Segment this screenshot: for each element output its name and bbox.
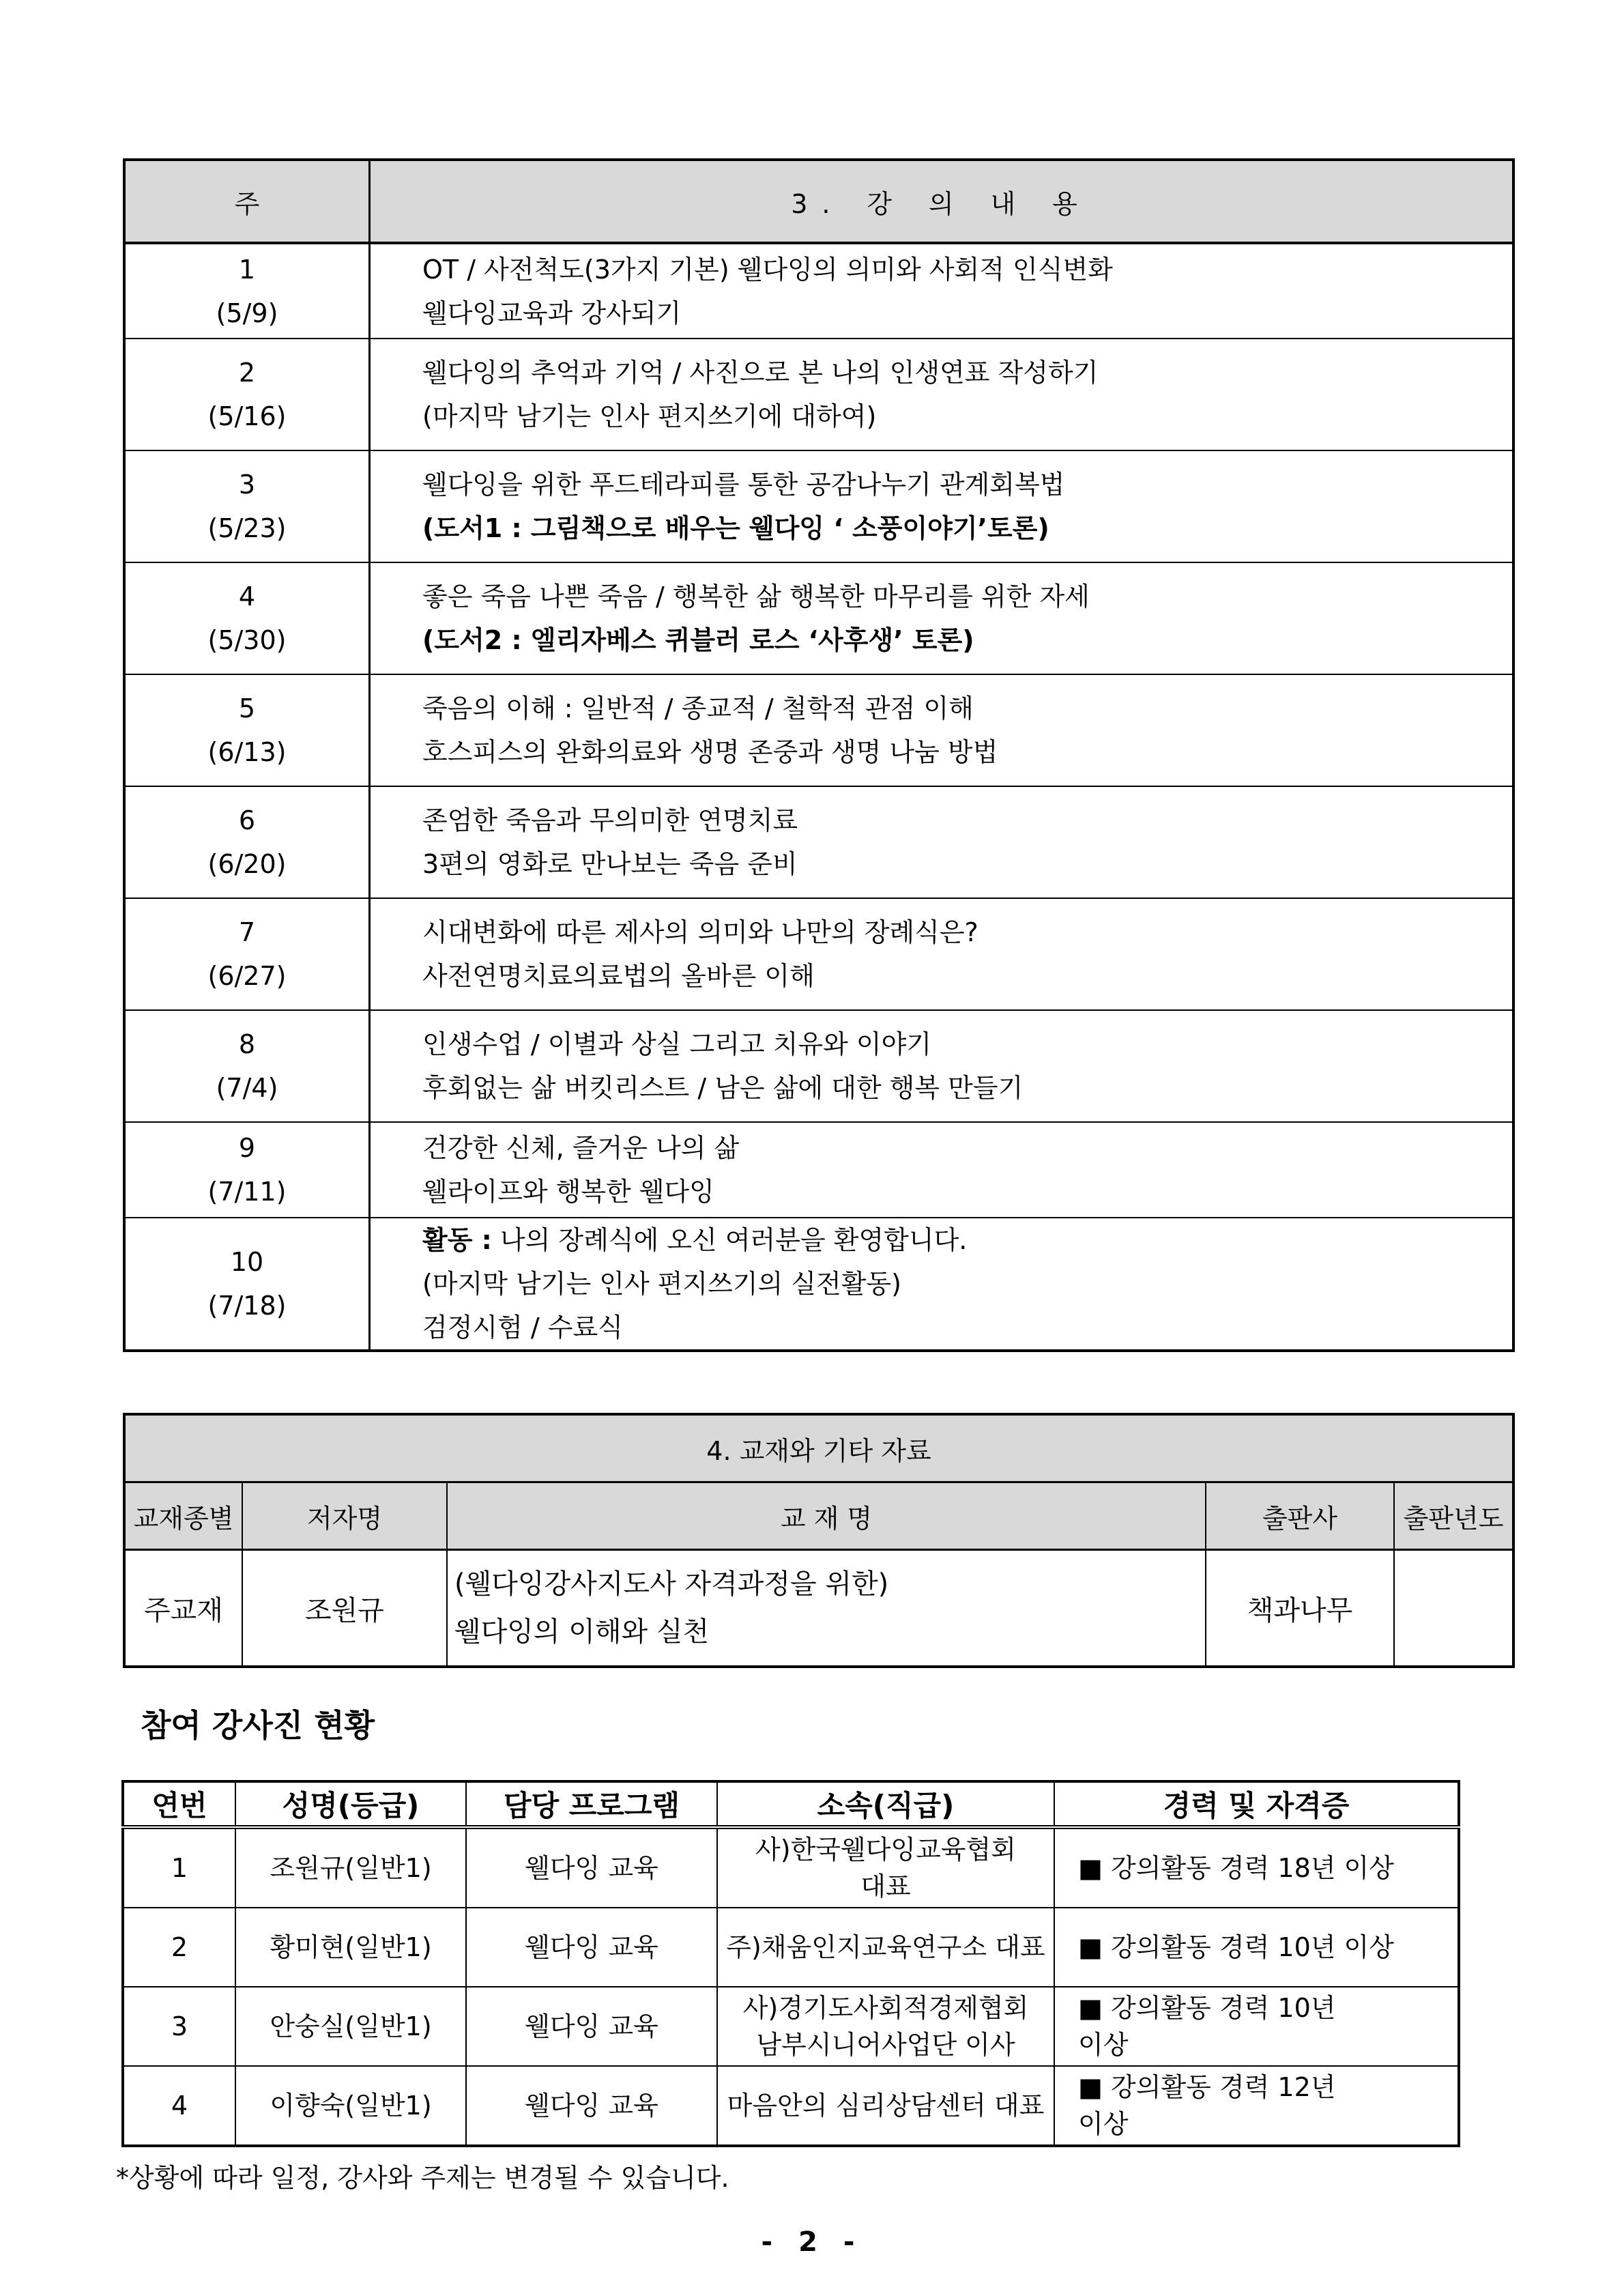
week-cell: 1 (5/9) — [124, 243, 370, 339]
activity-label: 활동 : — [422, 1225, 492, 1255]
week-cell: 3 (5/23) — [124, 450, 370, 562]
schedule-row — [124, 1122, 1513, 1218]
content-cell: 시대변화에 따른 제사의 의미와 나만의 장례식은? 사전연명치료의료법의 올바른 이해 — [370, 898, 1514, 1010]
pub-year-header: 출판년도 — [1394, 1482, 1513, 1550]
no-header: 연번 — [123, 1781, 235, 1827]
career-cell: ■ 강의활동 경력 12년 이상 — [1054, 2066, 1459, 2146]
name-cell: 안숭실(일반1) — [235, 1987, 466, 2066]
week-cell: 5 (6/13) — [124, 674, 370, 786]
instructor-row — [123, 2066, 1459, 2146]
week-header: 주 — [124, 160, 370, 243]
schedule-row — [124, 450, 1513, 562]
week-cell: 10 (7/18) — [124, 1218, 370, 1351]
instructor-row — [123, 1987, 1459, 2066]
no-cell: 2 — [123, 1908, 235, 1987]
textbook-table — [123, 1413, 1515, 1668]
author-header: 저자명 — [242, 1482, 447, 1550]
change-notice: *상황에 따라 일정, 강사와 주제는 변경될 수 있습니다. — [116, 2163, 729, 2193]
program-cell: 웰다잉 교육 — [466, 1908, 717, 1987]
week-cell: 6 (6/20) — [124, 786, 370, 898]
org-cell: 사)경기도사회적경제협회 남부시니어사업단 이사 — [717, 1987, 1054, 2066]
schedule-row — [124, 898, 1513, 1010]
no-cell: 1 — [123, 1827, 235, 1908]
book-title-header: 교 재 명 — [447, 1482, 1206, 1550]
schedule-row — [124, 1218, 1513, 1351]
no-cell: 4 — [123, 2066, 235, 2146]
name-cell: 조원규(일반1) — [235, 1827, 466, 1908]
content-cell: 웰다잉을 위한 푸드테라피를 통한 공감나누기 관계회복법 (도서1 : 그림책으로 배우는 웰다잉 ‘ 소풍이야기’토론) — [370, 450, 1514, 562]
org-cell: 주)채움인지교육연구소 대표 — [717, 1908, 1054, 1987]
lecture-schedule-table — [123, 158, 1515, 1352]
instructors-title: 참여 강사진 현황 — [141, 1707, 375, 1744]
instructor-row — [123, 1908, 1459, 1987]
content-cell: 웰다잉의 추억과 기억 / 사진으로 본 나의 인생연표 작성하기 (마지막 남기는 인사 편지쓰기에 대하여) — [370, 339, 1514, 450]
schedule-row — [124, 339, 1513, 450]
no-cell: 3 — [123, 1987, 235, 2066]
name-cell: 이향숙(일반1) — [235, 2066, 466, 2146]
schedule-row — [124, 1010, 1513, 1122]
schedule-row — [124, 786, 1513, 898]
week-cell: 9 (7/11) — [124, 1122, 370, 1218]
instructors-table — [121, 1780, 1460, 2147]
content-header: 3. 강 의 내 용 — [370, 160, 1514, 243]
org-cell: 사)한국웰다잉교육협회 대표 — [717, 1827, 1054, 1908]
book-type-cell: 주교재 — [124, 1550, 242, 1667]
schedule-row — [124, 243, 1513, 339]
content-cell: 인생수업 / 이별과 상실 그리고 치유와 이야기 후회없는 삶 버킷리스트 / 남은 삶에 대한 행복 만들기 — [370, 1010, 1514, 1122]
textbook-caption: 4. 교재와 기타 자료 — [124, 1414, 1513, 1482]
book-title-cell: (웰다잉강사지도사 자격과정을 위한) 웰다잉의 이해와 실천 — [447, 1550, 1206, 1667]
name-header: 성명(등급) — [235, 1781, 466, 1827]
content-cell: 좋은 죽음 나쁜 죽음 / 행복한 삶 행복한 마무리를 위한 자세 (도서2 : 엘리자베스 퀴블러 로스 ‘사후생’ 토론) — [370, 562, 1514, 674]
career-cell: ■ 강의활동 경력 10년 이상 — [1054, 1987, 1459, 2066]
week-cell: 8 (7/4) — [124, 1010, 370, 1122]
textbook-header-row — [124, 1482, 1513, 1550]
org-cell: 마음안의 심리상담센터 대표 — [717, 2066, 1054, 2146]
org-header: 소속(직급) — [717, 1781, 1054, 1827]
week-cell: 4 (5/30) — [124, 562, 370, 674]
content-cell: 존엄한 죽음과 무의미한 연명치료 3편의 영화로 만나보는 죽음 준비 — [370, 786, 1514, 898]
content-cell: 죽음의 이해 : 일반적 / 종교적 / 철학적 관점 이해 호스피스의 완화의료와 생명 존중과 생명 나눔 방법 — [370, 674, 1514, 786]
schedule-row — [124, 674, 1513, 786]
content-cell: 건강한 신체, 즐거운 나의 삶 웰라이프와 행복한 웰다잉 — [370, 1122, 1514, 1218]
instructors-header-row — [123, 1781, 1459, 1827]
pub-year-cell — [1394, 1550, 1513, 1667]
program-header: 담당 프로그램 — [466, 1781, 717, 1827]
publisher-cell: 책과나무 — [1206, 1550, 1394, 1667]
career-cell: ■ 강의활동 경력 10년 이상 — [1054, 1908, 1459, 1987]
week-cell: 7 (6/27) — [124, 898, 370, 1010]
page-number: - 2 - — [761, 2226, 863, 2258]
content-cell: 활동 : 나의 장례식에 오신 여러분을 환영합니다. (마지막 남기는 인사 편지쓰기의 실전활동) 검정시험 / 수료식 — [370, 1218, 1514, 1351]
program-cell: 웰다잉 교육 — [466, 1827, 717, 1908]
career-header: 경력 및 자격증 — [1054, 1781, 1459, 1827]
author-cell: 조원규 — [242, 1550, 447, 1667]
book-type-header: 교재종별 — [124, 1482, 242, 1550]
schedule-header-row — [124, 160, 1513, 243]
name-cell: 황미현(일반1) — [235, 1908, 466, 1987]
career-cell: ■ 강의활동 경력 18년 이상 — [1078, 1853, 1394, 1883]
program-cell: 웰다잉 교육 — [466, 1987, 717, 2066]
program-cell: 웰다잉 교육 — [466, 2066, 717, 2146]
schedule-row — [124, 562, 1513, 674]
week-cell: 2 (5/16) — [124, 339, 370, 450]
instructor-row — [123, 1827, 1459, 1908]
textbook-row — [124, 1550, 1513, 1667]
content-cell: OT / 사전척도(3가지 기본) 웰다잉의 의미와 사회적 인식변화 웰다잉교육과 강사되기 — [422, 254, 1113, 328]
publisher-header: 출판사 — [1206, 1482, 1394, 1550]
